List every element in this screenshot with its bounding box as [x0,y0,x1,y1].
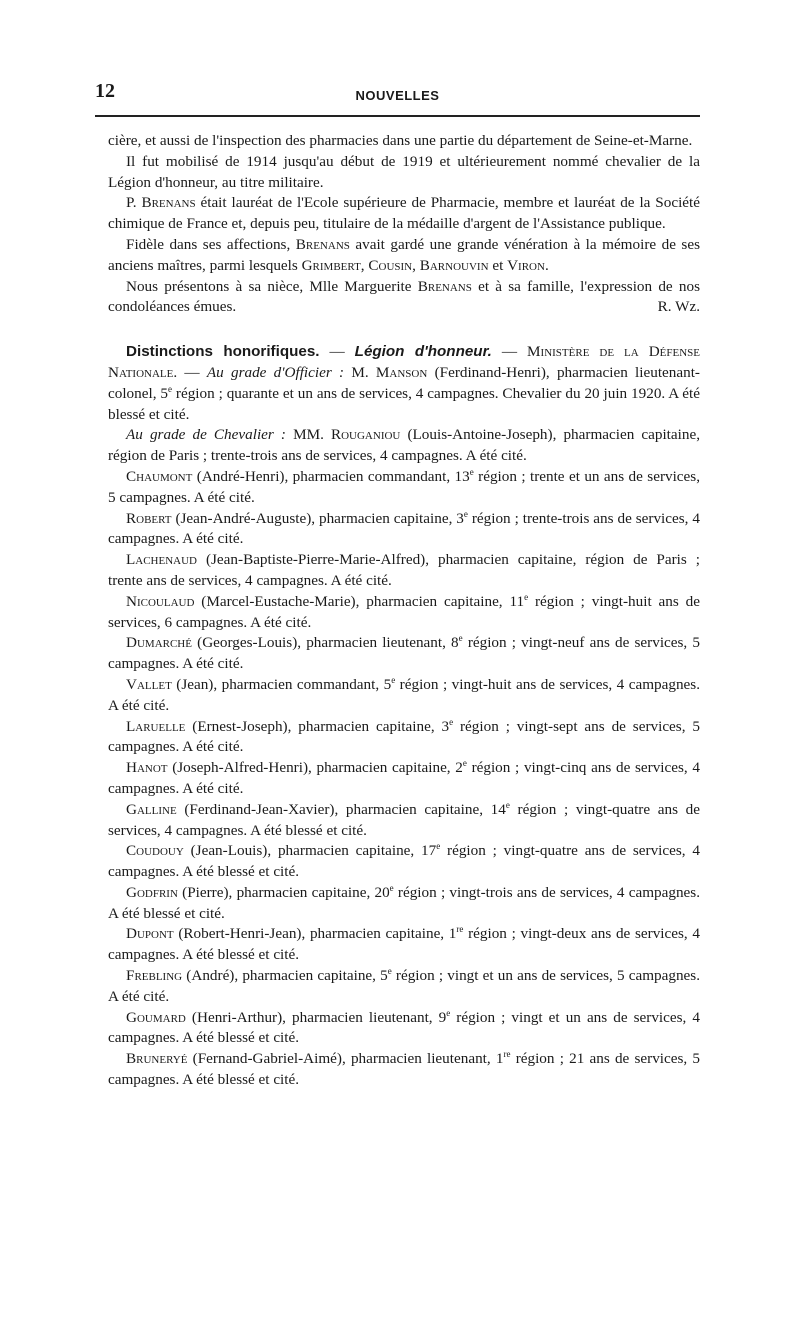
surname: Dumarché [126,634,192,652]
surname: Laruelle [126,717,186,735]
distinction-entry: Robert (Jean-André-Auguste), pharmacien capitaine, 3e région ; trente-trois ans de services, 4 campagnes. A été cité. [108,508,700,548]
distinction-entry: Vallet (Jean), pharmacien commandant, 5e région ; vingt-huit ans de services, 4 campagnes. A été cité. [108,674,700,714]
surname: Hanot [126,759,168,777]
header-rule [95,115,700,117]
distinction-entry: Au grade de Chevalier : MM. Rouganiou (Louis-Antoine-Joseph), pharmacien capitaine, région de Paris ; trente-trois ans de services, 4 campagnes. A été cité. [108,426,700,465]
distinction-entry: Goumard (Henri-Arthur), pharmacien lieutenant, 9e région ; vingt et un ans de services, 4 campagnes. A été blessé et cité. [108,1007,700,1047]
section-subheading: Légion d'honneur. [354,343,492,361]
surname: Dupont [126,925,174,943]
obituary-paragraph: Il fut mobilisé de 1914 jusqu'au début de 1919 et ultérieurement nommé chevalier de la Légion d'honneur, au titre militaire. [108,152,700,191]
surname: Manson [375,363,428,381]
signature: R. Wz. [657,298,700,316]
page-header [95,80,700,104]
obituary-paragraph: P. Brenans était lauréat de l'Ecole supérieure de Pharmacie, membre et lauréat de la Société chimique de France et, depuis peu, titulaire de la médaille d'argent de l'Assistance publique. [108,194,700,233]
distinction-entry: Dumarché (Georges-Louis), pharmacien lieutenant, 8e région ; vingt-neuf ans de services, 5 campagnes. A été cité. [108,633,700,673]
distinction-entry: Lachenaud (Jean-Baptiste-Pierre-Marie-Alfred), pharmacien capitaine, région de Paris ; trente ans de services, 4 campagnes. A été cité. [108,551,700,589]
distinction-entry: Godfrin (Pierre), pharmacien capitaine, 20e région ; vingt-trois ans de services, 4 campagnes. A été blessé et cité. [108,882,700,922]
distinction-entry: Bruneryé (Fernand-Gabriel-Aimé), pharmacien lieutenant, 1re région ; 21 ans de services, 5 campagnes. A été blessé et cité. [108,1049,701,1089]
surname: Bruneryé [126,1050,188,1068]
surname: Rouganiou [330,426,401,444]
surname: Nicoulaud [126,592,195,610]
distinction-entry: Laruelle (Ernest-Joseph), pharmacien capitaine, 3e région ; vingt-sept ans de services, 5 campagnes. A été cité. [108,716,700,756]
surname: Goumard [126,1008,186,1026]
running-head: NOUVELLES [355,88,440,103]
surname: Brenans [141,194,196,212]
surname: Brenans [417,277,472,295]
distinction-entry: Galline (Ferdinand-Jean-Xavier), pharmacien capitaine, 14e région ; vingt-quatre ans de services, 4 campagnes. A été blessé et cité. [108,799,700,839]
distinction-entry: Hanot (Joseph-Alfred-Henri), pharmacien capitaine, 2e région ; vingt-cinq ans de services, 4 campagnes. A été cité. [108,758,700,797]
obituary-paragraph: Fidèle dans ses affections, Brenans avait gardé une grande vénération à la mémoire de ses anciens maîtres, parmi lesquels Grimbert, Cousin, Barnouvin et Viron. [108,235,700,274]
ministry-name: Ministère de la Défense Nationale [108,343,700,381]
distinction-entry: Frebling (André), pharmacien capitaine, 5e région ; vingt et un ans de services, 5 campagnes. A été cité. [108,966,701,1005]
surname: Coudouy [126,842,184,860]
surname: Galline [126,800,177,818]
surname: Vallet [126,675,172,693]
page-number: 12 [95,80,115,102]
distinction-entry: Nicoulaud (Marcel-Eustache-Marie), pharmacien capitaine, 11e région ; vingt-huit ans de services, 6 campagnes. A été cité. [108,591,700,631]
surname: Brenans [295,235,350,253]
distinction-entry: Dupont (Robert-Henri-Jean), pharmacien capitaine, 1re région ; vingt-deux ans de services, 4 campagnes. A été blessé et cité. [108,924,700,964]
surname: Frebling [126,967,183,985]
obituary-paragraph: Nous présentons à sa nièce, Mlle Marguerite Brenans et à sa famille, l'expression de nos condoléances émues. R. Wz. [108,277,700,319]
surname: Godfrin [126,883,178,901]
surname: Chaumont [126,467,193,485]
distinction-list [108,467,700,1091]
surname-list: Grimbert, Cousin, Barnouvin [301,256,489,274]
obituary-paragraph: cière, et aussi de l'inspection des pharmacies dans une partie du département de Seine-et-Marne. [108,132,693,149]
surname: Lachenaud [126,551,197,569]
distinction-entry: Chaumont (André-Henri), pharmacien commandant, 13e région ; trente et un ans de services, 5 campagnes. A été cité. [108,466,700,506]
surname: Viron [507,256,545,274]
distinction-entry: Coudouy (Jean-Louis), pharmacien capitaine, 17e région ; vingt-quatre ans de services, 4 campagnes. A été blessé et cité. [108,841,700,881]
grade-label: Au grade de Chevalier : [126,426,286,444]
section-heading: Distinctions honorifiques. [126,343,320,361]
grade-label: Au grade d'Officier : [206,363,345,381]
page-body [108,131,700,1091]
surname: Robert [126,509,172,527]
distinctions-intro: Distinctions honorifiques. — Légion d'honneur. — Ministère de la Défense Nationale. — Au grade d'Officier : M. Manson (Ferdinand-Henri), pharmacien lieutenant-colonel, 5e région ; quarante et un ans de services, 4 campagnes. Chevalier du 20 juin 1920. A été blessé et cité. [108,343,701,423]
